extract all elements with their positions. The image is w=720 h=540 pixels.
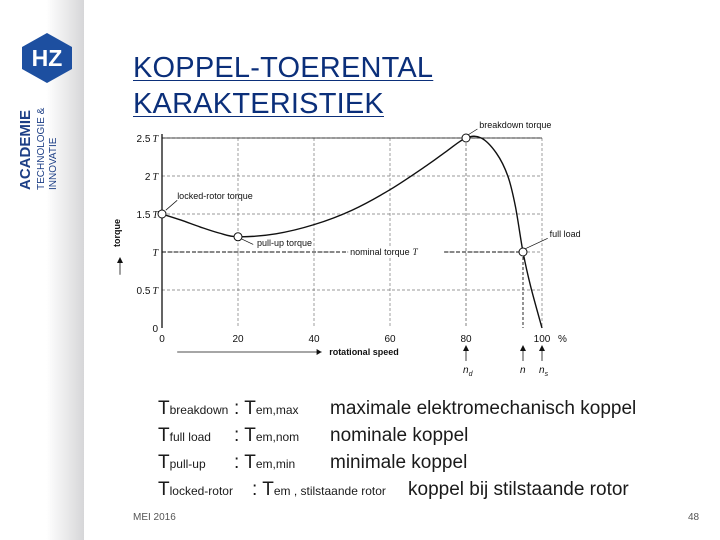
x-tick-label: 20 [232,334,244,345]
leader-full-load [525,238,548,249]
legend-description: koppel bij stilstaande rotor [408,479,629,500]
chart-axes [117,134,542,355]
sidebar-academie: ACADEMIE [17,109,34,190]
page-number: 48 [688,512,700,523]
legend-term-sub: breakdown [169,403,229,417]
y-tick-symbol: T [152,134,158,145]
x-tick-label: 80 [460,334,472,345]
y-tick-label [137,134,160,145]
legend-symbol: : Tem,nom [234,425,300,446]
sidebar-technologie: TECHNOLOGIE & [36,107,47,190]
y-tick-symbol: T [152,172,158,183]
x-tick-label: 60 [384,334,396,345]
x-axis-label: rotational speed [329,347,399,357]
legend-term: Tpull-up [158,452,206,473]
point-label-breakdown: breakdown torque [479,120,552,130]
leader-locked-rotor [166,200,177,210]
nominal-torque-label [350,247,419,257]
point-locked-rotor [158,210,166,218]
chart-marks [158,129,548,361]
legend-term: Tfull load [158,425,211,446]
y-tick-label [137,210,160,221]
speed-marker-arrow-nd [463,345,469,351]
legend-description: minimale koppel [330,452,468,473]
academie-wordmark [16,92,76,192]
legend-symbol: : Tem,max [234,398,299,419]
speed-marker-main: n [463,365,469,376]
title-line-1: KOPPEL-TOERENTAL [133,52,434,84]
legend-symbol-sub: em,nom [255,430,300,444]
legend-row [158,425,698,452]
point-label-full-load: full load [549,228,581,239]
chart-labels [112,120,581,378]
speed-marker-label-ns [539,365,549,378]
legend-description: nominale koppel [330,425,469,446]
legend-term-sub: locked-rotor [169,484,233,498]
legend-symbol-sub: em,max [255,403,299,417]
leader-pull-up [242,239,253,244]
nominal-torque-text: nominal torque [350,247,410,257]
y-tick-number: 2 [144,172,151,183]
point-full-load [519,248,527,256]
speed-marker-sub: s [544,371,549,378]
title-line-2: KARAKTERISTIEK [133,88,384,120]
y-tick-symbol: T [152,248,158,259]
x-label-arrow-head [317,349,322,355]
torque-curve [162,136,542,328]
y-tick-number: 1.5 [136,210,151,221]
y-tick-label [152,324,158,335]
y-tick-label [145,172,160,183]
y-tick-label [152,248,159,259]
y-tick-label [137,286,160,297]
legend-symbol: : Tem , stilstaande rotor [252,479,386,500]
logo-text: HZ [31,45,63,71]
footer-date: MEI 2016 [133,512,176,523]
x-tick-label: 40 [308,334,320,345]
y-axis-label: torque [112,219,122,247]
legend [158,398,698,506]
point-label-locked-rotor: locked-rotor torque [177,190,253,201]
y-tick-number: 0.5 [136,286,151,297]
legend-term-sub: full load [169,430,211,444]
x-tick-label: 100 [533,334,551,345]
speed-marker-main: n [539,365,545,376]
legend-symbol-sub: em , stilstaande rotor [273,484,386,498]
chart-ticks [137,134,567,345]
legend-term: Tbreakdown [158,398,229,419]
legend-row [158,452,698,479]
legend-term: Tlocked-rotor [158,479,233,500]
y-label-arrow-head [117,257,123,263]
legend-symbol-sub: em,min [255,457,296,471]
point-label-pull-up: pull-up torque [257,237,313,248]
leader-breakdown [468,129,478,135]
torque-speed-chart [100,118,600,383]
point-pull-up [234,233,242,241]
legend-term-sub: pull-up [169,457,206,471]
y-tick-number: 2.5 [136,134,151,145]
speed-marker-main: n [520,365,526,376]
y-tick-symbol: T [152,286,158,297]
hz-logo [20,32,74,84]
speed-marker-arrow-ns [539,345,545,351]
point-breakdown [462,134,470,142]
sidebar [0,0,84,540]
speed-marker-label-nd [463,365,474,378]
legend-row [158,479,698,506]
sidebar-innovatie: INNOVATIE [48,137,59,190]
page-title [133,50,433,122]
x-tick-label: 0 [159,334,165,345]
y-tick-number: 0 [152,324,158,335]
nominal-torque-symbol: T [412,247,418,257]
speed-marker-label-n [520,365,526,376]
y-tick-symbol: T [152,210,158,221]
speed-marker-sub: d [468,371,473,378]
legend-symbol: : Tem,min [234,452,296,473]
legend-description: maximale elektromechanisch koppel [330,398,637,419]
legend-row [158,398,698,425]
x-unit-label: % [558,334,567,345]
speed-marker-arrow-n [520,345,526,351]
